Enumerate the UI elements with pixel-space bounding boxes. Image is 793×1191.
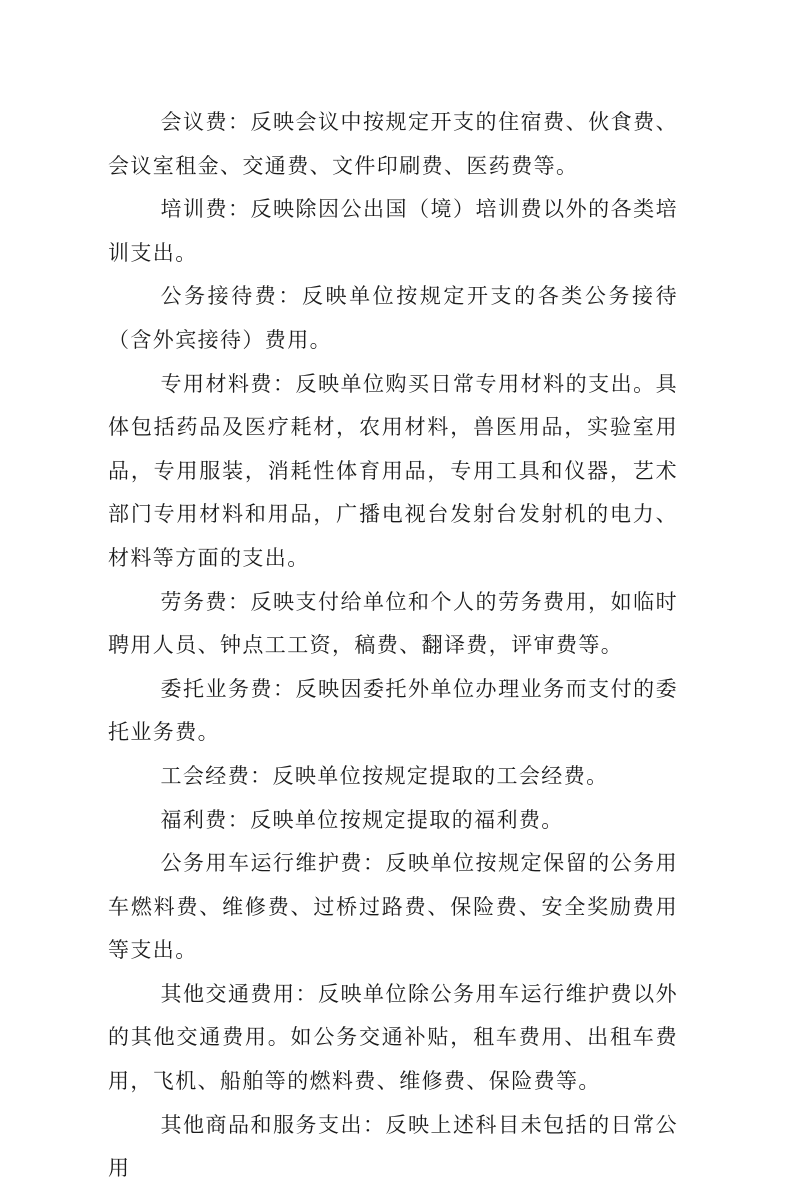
paragraph-other-transport-fee: 其他交通费用：反映单位除公务用车运行维护费以外的其他交通费用。如公务交通补贴，租车费用、出租车费用，飞机、船舶等的燃料费、维修费、保险费等。 — [108, 981, 678, 1094]
paragraph-other-goods-services: 其他商品和服务支出：反映上述科目未包括的日常公用 — [108, 1112, 678, 1181]
paragraph-vehicle-maintenance-fee: 公务用车运行维护费：反映单位按规定保留的公务用车燃料费、维修费、过桥过路费、保险费、安全奖励费用等支出。 — [108, 851, 678, 963]
paragraph-labor-fee: 劳务费：反映支付给单位和个人的劳务费用，如临时聘用人员、钟点工工资，稿费、翻译费，评审费等。 — [108, 589, 678, 658]
paragraph-entrusted-business-fee: 委托业务费：反映因委托外单位办理业务而支付的委托业务费。 — [108, 676, 678, 745]
paragraph-reception-fee: 公务接待费：反映单位按规定开支的各类公务接待（含外宾接待）费用。 — [108, 284, 678, 352]
paragraph-union-fund: 工会经费：反映单位按规定提取的工会经费。 — [160, 763, 609, 788]
paragraph-training-fee: 培训费：反映除因公出国（境）培训费以外的各类培训支出。 — [108, 197, 678, 265]
paragraph-special-materials-fee: 专用材料费：反映单位购买日常专用材料的支出。具体包括药品及医疗耗材，农用材料，兽医用品，实验室用品，专用服装，消耗性体育用品，专用工具和仪器，艺术部门专用材料和用品，广播电视台发射台发射机的电力、材料等方面的支出。 — [108, 371, 678, 570]
document-body — [108, 101, 678, 1191]
paragraph-welfare-fee: 福利费：反映单位按规定提取的福利费。 — [160, 807, 564, 832]
paragraph-meeting-fee: 会议费：反映会议中按规定开支的住宿费、伙食费、会议室租金、交通费、文件印刷费、医药费等。 — [108, 110, 678, 178]
